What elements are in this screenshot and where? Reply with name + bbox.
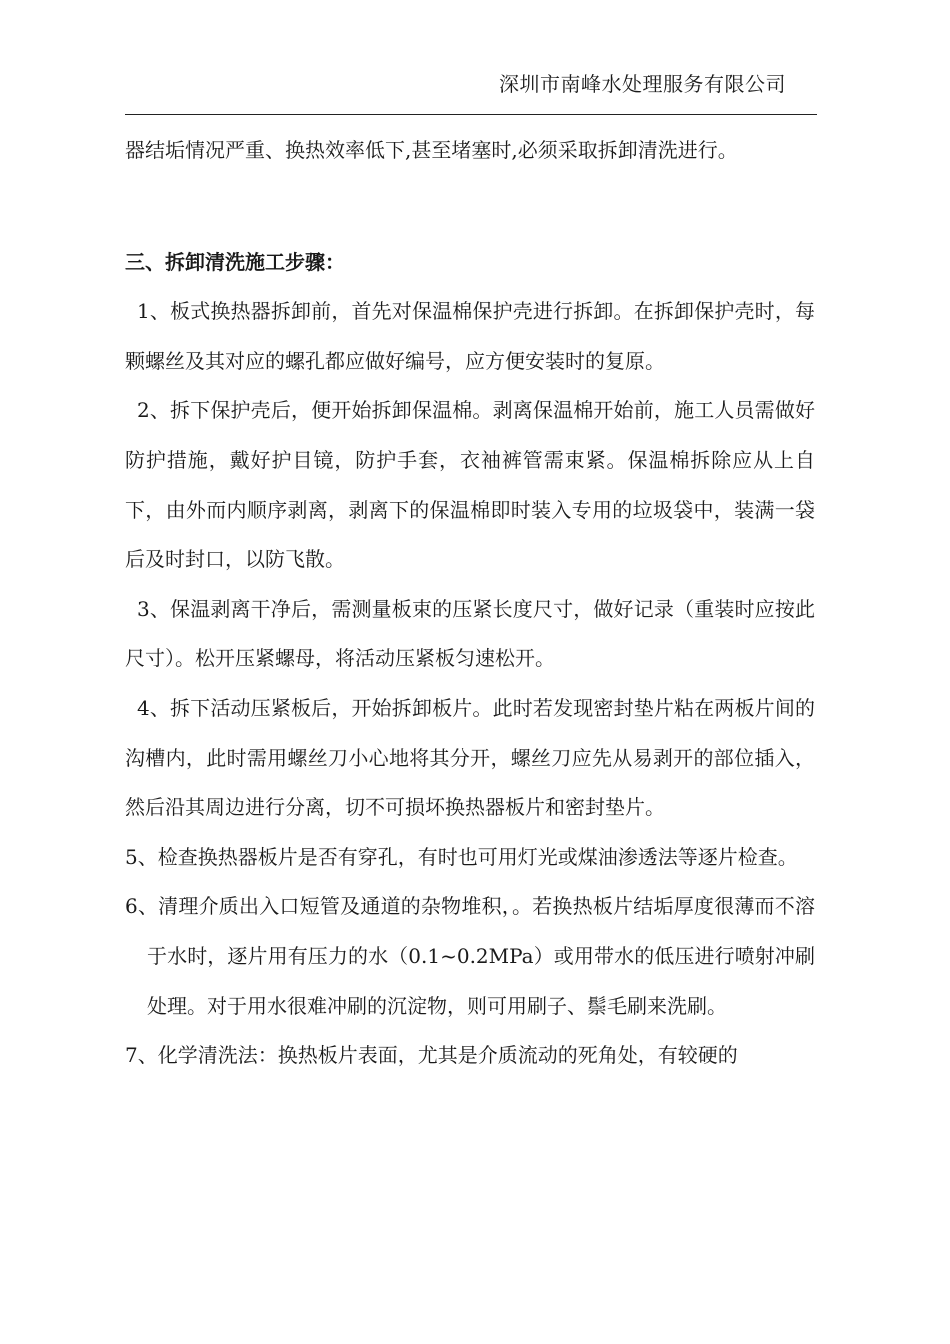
step-1-paragraph: 1、板式换热器拆卸前，首先对保温棉保护壳进行拆卸。在拆卸保护壳时，每颗螺丝及其对应的螺孔都应做好编号，应方便安装时的复原。	[125, 299, 815, 373]
document-body	[125, 126, 815, 1081]
step-4-paragraph: 4、拆下活动压紧板后，开始拆卸板片。此时若发现密封垫片粘在两板片间的沟槽内，此时需用螺丝刀小心地将其分开，螺丝刀应先从易剥开的部位插入，然后沿其周边进行分离，切不可损坏换热器板片和密封垫片。	[125, 695, 815, 820]
section-heading: 三、拆卸清洗施工步骤：	[125, 249, 345, 274]
step-5-paragraph: 5、检查换热器板片是否有穿孔，有时也可用灯光或煤油渗透法等逐片检查。	[125, 844, 798, 869]
step-2-paragraph: 2、拆下保护壳后，便开始拆卸保温棉。剥离保温棉开始前，施工人员需做好防护措施，戴好护目镜，防护手套，衣袖裤管需束紧。保温棉拆除应从上自下，由外而内顺序剥离，剥离下的保温棉即时装入专用的垃圾袋中，装满一袋后及时封口，以防飞散。	[125, 398, 815, 572]
step-3-paragraph: 3、保温剥离干净后，需测量板束的压紧长度尺寸，做好记录（重装时应按此尺寸）。松开压紧螺母，将活动压紧板匀速松开。	[125, 596, 815, 671]
paragraph-spacer	[125, 176, 815, 238]
step-6-paragraph: 6、清理介质出入口短管及通道的杂物堆积，。若换热板片结垢厚度很薄而不溶于水时，逐片用有压力的水（0.1~0.2MPa）或用带水的低压进行喷射冲刷处理。对于用水很难冲刷的沉淀物，则可用刷子、鬃毛刷来洗刷。	[125, 894, 815, 1018]
header-company-name: 深圳市南峰水处理服务有限公司	[499, 72, 786, 96]
paragraph-continuation: 器结垢情况严重、换热效率低下,甚至堵塞时,必须采取拆卸清洗进行。	[125, 138, 738, 162]
step-7-paragraph: 7、化学清洗法：换热板片表面，尤其是介质流动的死角处，有较硬的	[125, 1043, 738, 1068]
header-divider	[125, 114, 817, 115]
